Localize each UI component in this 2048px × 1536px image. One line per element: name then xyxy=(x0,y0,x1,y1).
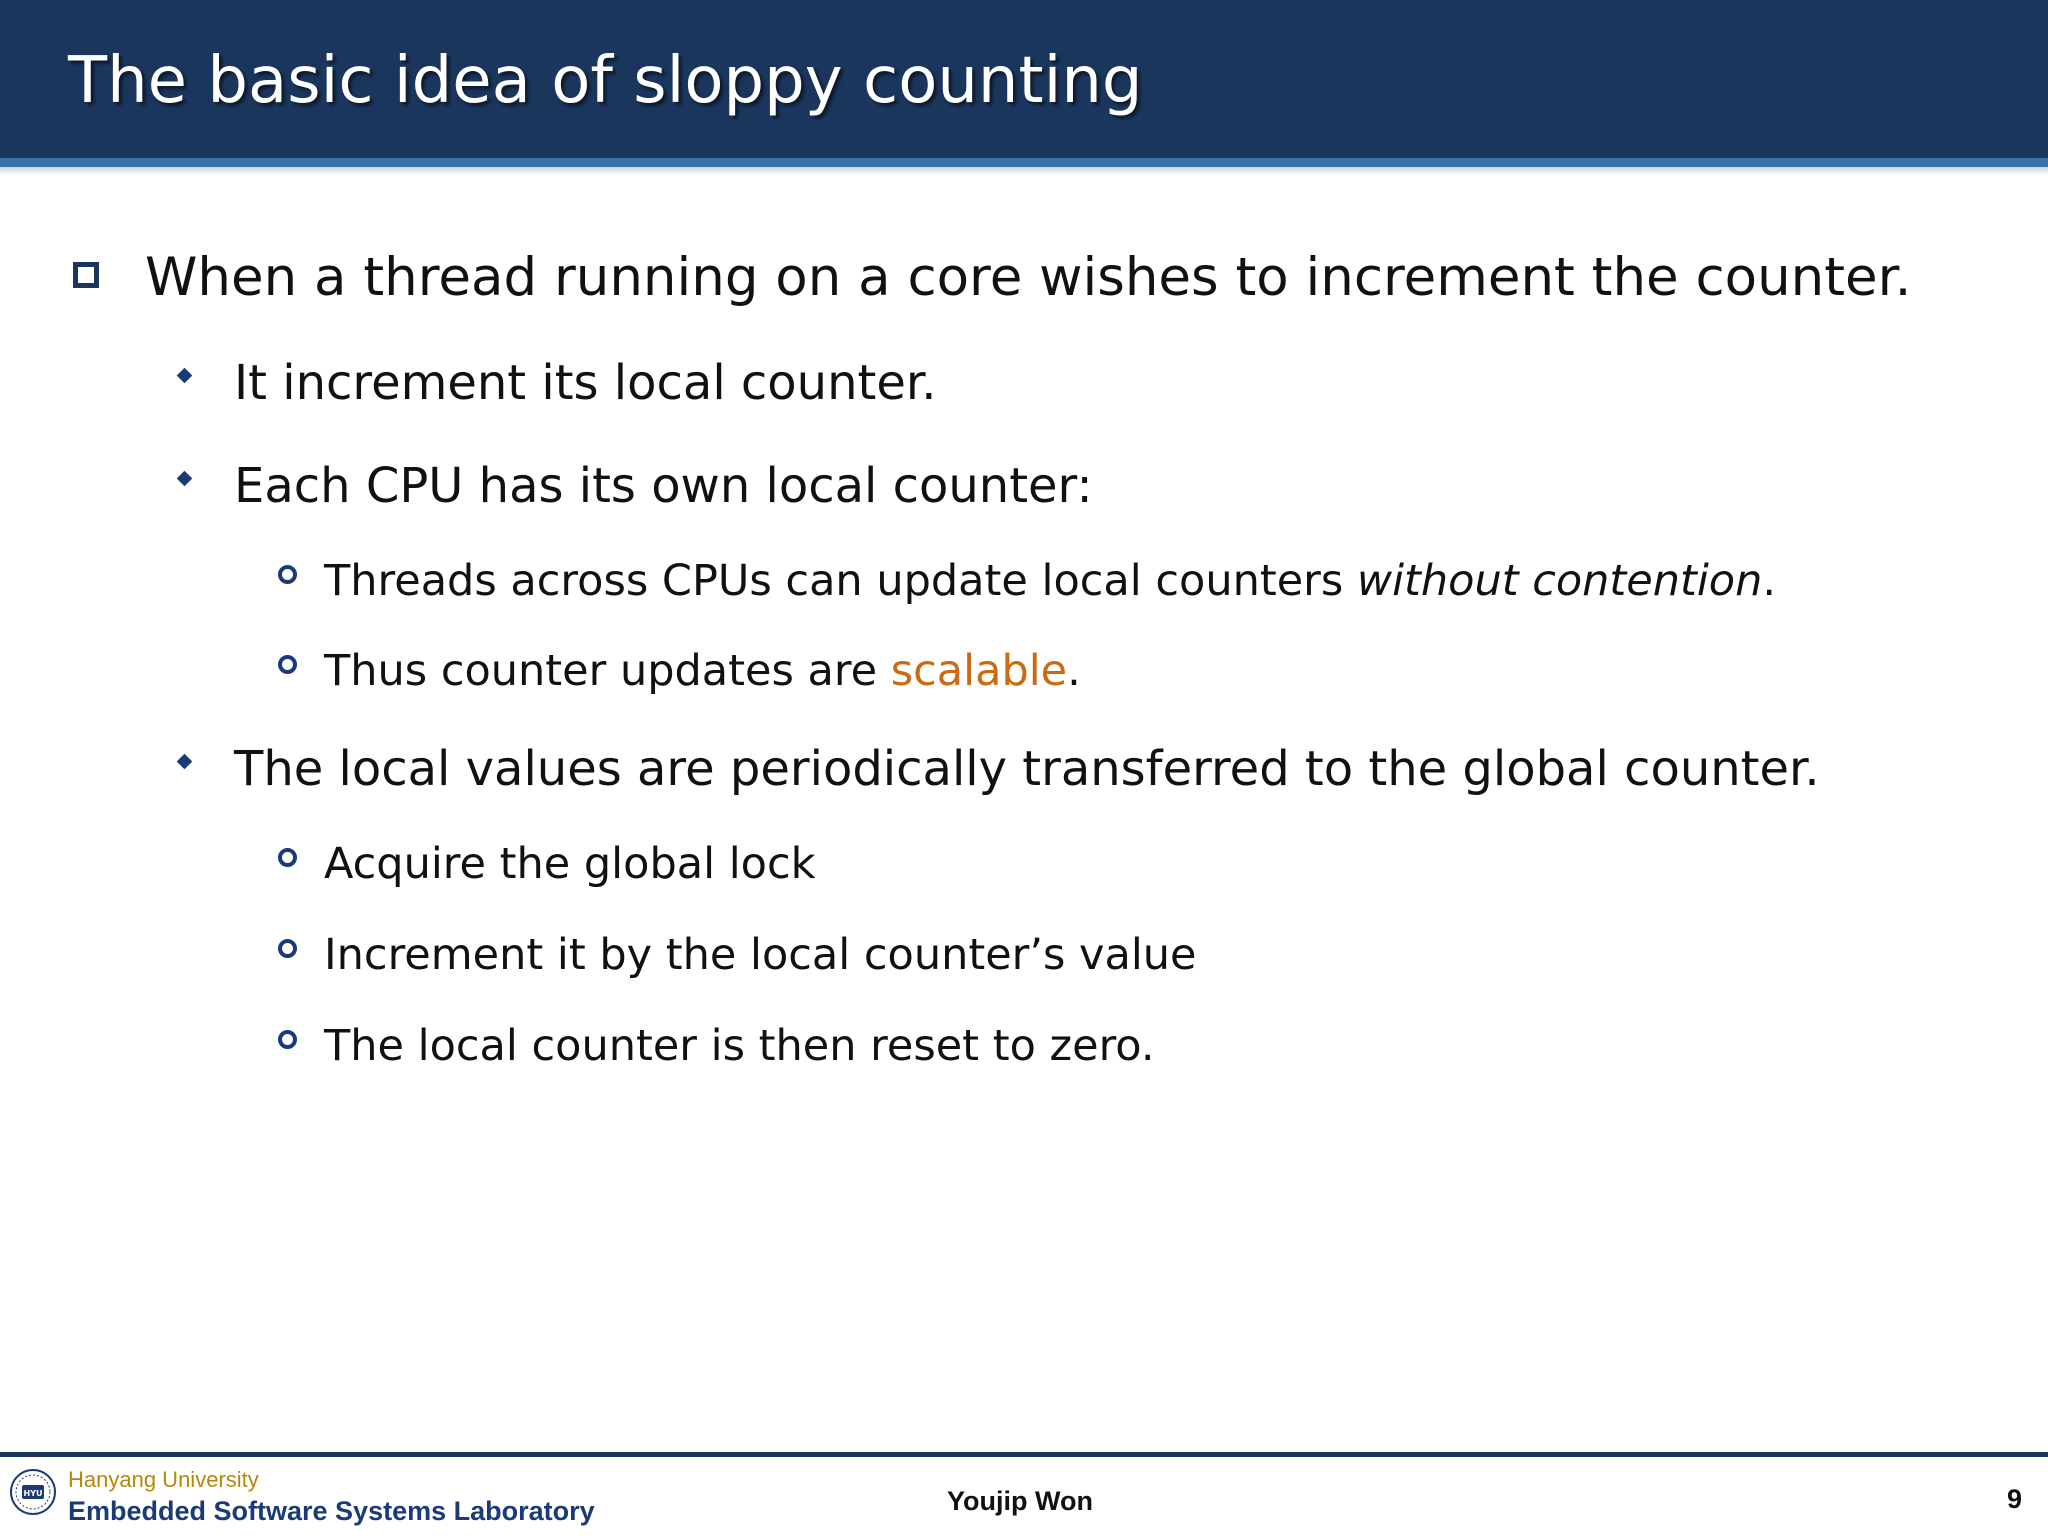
bullet-text-segment: Increment it by the local counter’s value xyxy=(324,930,1197,980)
bullet-text xyxy=(234,354,936,412)
title-bar-accent xyxy=(0,158,2048,167)
diamond-icon xyxy=(177,754,193,770)
logo-seal-text: HYU xyxy=(23,1489,43,1498)
footer xyxy=(0,1457,2048,1536)
bullet-text xyxy=(324,555,1776,607)
bullet-text-segment: Acquire the global lock xyxy=(324,839,816,889)
bullet-text-segment: Threads across CPUs can update local counters xyxy=(324,556,1357,606)
bullet-text-segment: . xyxy=(1762,556,1777,606)
hollow-circle-icon xyxy=(278,655,297,674)
title-bar-shadow xyxy=(0,167,2048,175)
bullet-text xyxy=(324,929,1197,981)
bullet-text-segment: It increment its local counter. xyxy=(234,355,937,411)
diamond-icon xyxy=(177,471,193,487)
diamond-icon xyxy=(177,368,193,384)
university-name: Hanyang University xyxy=(68,1467,259,1492)
bullet-text xyxy=(234,457,1093,515)
lab-name: Embedded Software Systems Laboratory xyxy=(68,1496,595,1526)
hollow-circle-icon xyxy=(278,939,297,958)
bullet-text xyxy=(324,645,1081,697)
bullet-text-segment: The local values are periodically transferred to the global counter. xyxy=(234,741,1820,797)
footer-author: Youjip Won xyxy=(947,1486,1093,1516)
bullet-text xyxy=(234,740,1820,798)
bullet-text-segment: The local counter is then reset to zero. xyxy=(324,1021,1155,1071)
bullet-text-highlight: scalable xyxy=(890,646,1068,696)
hollow-circle-icon xyxy=(278,848,297,867)
hollow-square-icon xyxy=(73,262,99,288)
bullet-text-segment: When a thread running on a core wishes to increment the counter. xyxy=(145,247,1912,308)
bullet-text xyxy=(324,1020,1155,1072)
title-bar xyxy=(0,0,2048,158)
bullet-text xyxy=(145,246,1911,310)
bullet-text xyxy=(324,838,816,890)
bullet-text-segment: Thus counter updates are xyxy=(324,646,891,696)
university-seal-icon xyxy=(9,1468,57,1516)
bullet-text-emphasis: without contention xyxy=(1356,556,1763,606)
slide-title: The basic idea of sloppy counting xyxy=(68,44,1143,118)
bullet-text-segment: . xyxy=(1067,646,1081,696)
bullet-text-segment: Each CPU has its own local counter: xyxy=(234,458,1093,514)
hollow-circle-icon xyxy=(278,1030,297,1049)
hollow-circle-icon xyxy=(278,565,297,584)
page-number: 9 xyxy=(2006,1484,2022,1514)
